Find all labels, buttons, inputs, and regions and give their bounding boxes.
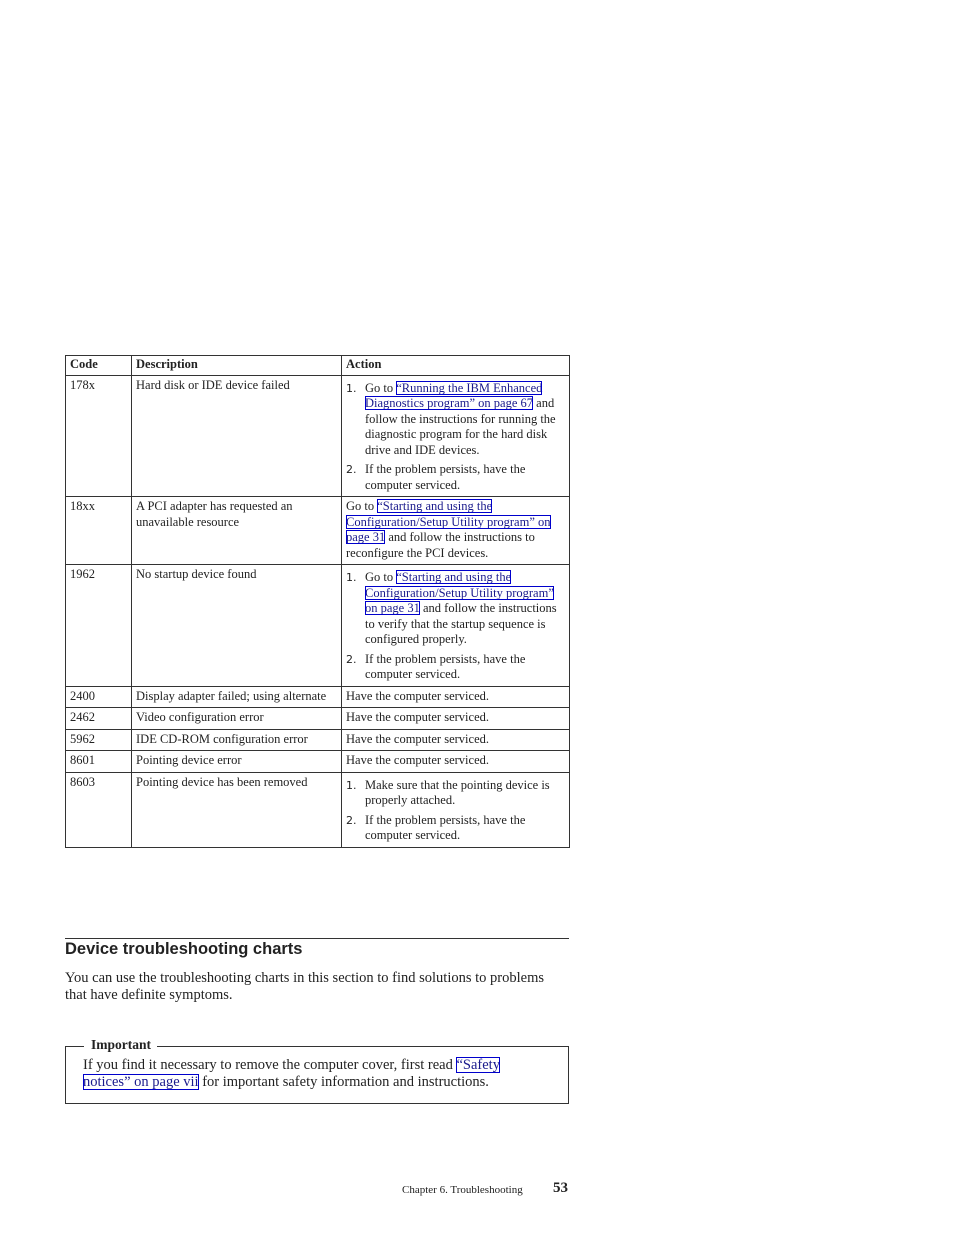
table-row: [66, 772, 570, 847]
step-text: If the problem persists, have the computer serviced.: [365, 812, 526, 842]
step-number: 1.: [346, 571, 357, 584]
code-cell: 5962: [66, 729, 132, 751]
safety-notices-link[interactable]: “Safety notices” on page vii: [83, 1057, 500, 1090]
section-title: Device troubleshooting charts: [65, 940, 303, 958]
section-intro: You can use the troubleshooting charts in this section to find solutions to problems that have definite symptoms.: [65, 970, 545, 1003]
table-row: [66, 686, 570, 708]
table-row: [66, 565, 570, 687]
step-number: 1.: [346, 381, 357, 395]
action-step: [346, 381, 565, 459]
action-cell: [342, 772, 570, 847]
step-number: 1.: [346, 778, 357, 792]
description-cell: Hard disk or IDE device failed: [132, 375, 342, 497]
header-code: Code: [66, 356, 132, 376]
code-cell: 2462: [66, 708, 132, 730]
footer-chapter: Chapter 6. Troubleshooting: [402, 1184, 523, 1196]
step-text: Go to: [365, 380, 397, 395]
setup-utility-link[interactable]: “Starting and using the Configuration/Setup Utility program” on page 31: [365, 570, 554, 615]
table-row: [66, 375, 570, 497]
step-text: and follow the instructions for running the diagnostic program for the hard disk drive and IDE devices.: [365, 396, 556, 457]
code-cell: 8601: [66, 751, 132, 773]
action-cell: [342, 497, 570, 565]
action-step: [346, 813, 565, 844]
step-number: 2.: [346, 652, 357, 666]
error-code-table: [65, 355, 570, 848]
action-step: [346, 652, 565, 683]
important-text: [83, 1057, 548, 1091]
description-cell: IDE CD-ROM configuration error: [132, 729, 342, 751]
step-number: 2.: [346, 813, 357, 827]
description-cell: Pointing device error: [132, 751, 342, 773]
table-row: [66, 497, 570, 565]
description-cell: Display adapter failed; using alternate: [132, 686, 342, 708]
table-header-row: [66, 356, 570, 376]
step-text: Make sure that the pointing device is properly attached.: [365, 777, 550, 807]
important-notice: [65, 1037, 569, 1104]
action-cell: Have the computer serviced.: [342, 686, 570, 708]
table-row: [66, 708, 570, 730]
description-cell: Video configuration error: [132, 708, 342, 730]
code-cell: 178x: [66, 375, 132, 497]
diagnostics-link[interactable]: “Running the IBM Enhanced Diagnostics program” on page 67: [365, 380, 543, 410]
step-text: If the problem persists, have the computer serviced.: [365, 651, 526, 681]
action-steps: [346, 570, 565, 683]
action-cell: Have the computer serviced.: [342, 751, 570, 773]
action-cell: Have the computer serviced.: [342, 708, 570, 730]
action-text: and follow the instructions to reconfigure the PCI devices.: [346, 530, 535, 560]
step-text: Go to: [365, 570, 397, 584]
step-text: and follow the instructions to verify that the startup sequence is configured properly.: [365, 601, 557, 646]
step-text: If the problem persists, have the computer serviced.: [365, 462, 526, 492]
header-description: Description: [132, 356, 342, 376]
notice-text: for important safety information and instructions.: [198, 1074, 489, 1090]
section-divider: [65, 938, 569, 939]
page-number: 53: [553, 1180, 568, 1196]
notice-text: If you find it necessary to remove the computer cover, first read: [83, 1057, 457, 1073]
action-step: [346, 570, 565, 648]
action-cell: Have the computer serviced.: [342, 729, 570, 751]
code-cell: 8603: [66, 772, 132, 847]
action-cell: [342, 565, 570, 687]
code-cell: 1962: [66, 565, 132, 687]
description-cell: A PCI adapter has requested an unavailable resource: [132, 497, 342, 565]
header-action: Action: [342, 356, 570, 376]
important-label: Important: [84, 1037, 157, 1053]
description-cell: Pointing device has been removed: [132, 772, 342, 847]
action-step: [346, 462, 565, 493]
description-cell: No startup device found: [132, 565, 342, 687]
setup-utility-link[interactable]: “Starting and using the Configuration/Setup Utility program” on page 31: [346, 499, 551, 544]
action-steps: [346, 778, 565, 844]
step-number: 2.: [346, 463, 357, 476]
action-step: [346, 778, 565, 809]
table-row: [66, 729, 570, 751]
action-text: Go to: [346, 499, 378, 513]
code-cell: 18xx: [66, 497, 132, 565]
action-cell: [342, 375, 570, 497]
action-steps: [346, 381, 565, 494]
table-row: [66, 751, 570, 773]
code-cell: 2400: [66, 686, 132, 708]
